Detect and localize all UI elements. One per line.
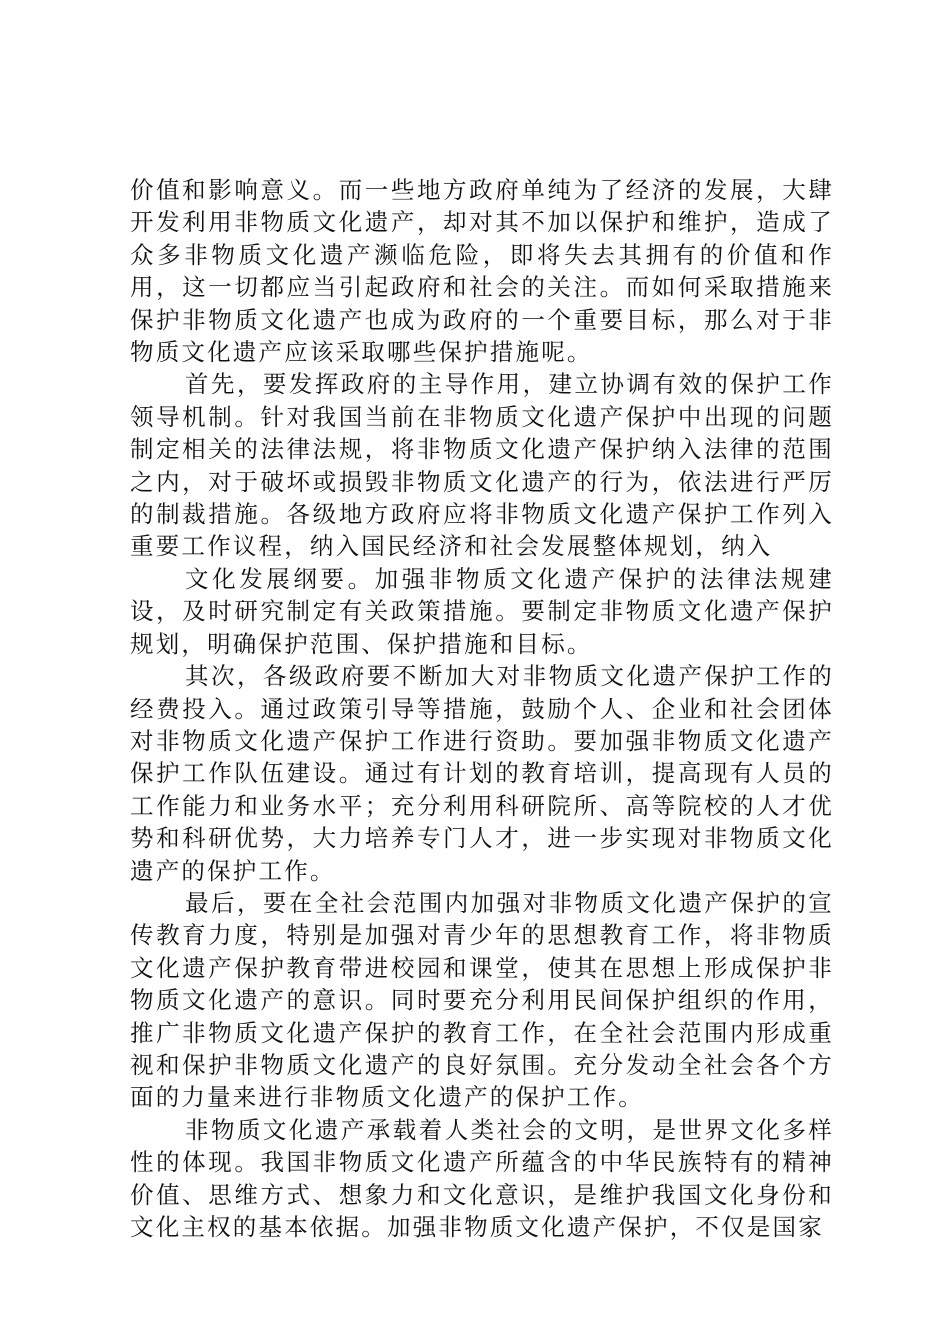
paragraph-4: 其次，各级政府要不断加大对非物质文化遗产保护工作的经费投入。通过政策引导等措施，鼓励个人、企业和社会团体对非物质文化遗产保护工作进行资助。要加强非物质文化遗产保护工作队伍建设。通过有计划的教育培训，提高现有人员的工作能力和业务水平；充分利用科研院所、高等院校的人才优势和科研优势，大力培养专门人才，进一步实现对非物质文化遗产的保护工作。 (130, 662, 834, 885)
paragraph-3: 文化发展纲要。加强非物质文化遗产保护的法律法规建设，及时研究制定有关政策措施。要制定非物质文化遗产保护规划，明确保护范围、保护措施和目标。 (130, 564, 834, 658)
document-body (130, 174, 834, 1243)
paragraph-5: 最后，要在全社会范围内加强对非物质文化遗产保护的宣传教育力度，特别是加强对青少年的思想教育工作，将非物质文化遗产保护教育带进校园和课堂，使其在思想上形成保护非物质文化遗产的意识。同时要充分利用民间保护组织的作用，推广非物质文化遗产保护的教育工作，在全社会范围内形成重视和保护非物质文化遗产的良好氛围。充分发动全社会各个方面的力量来进行非物质文化遗产的保护工作。 (130, 888, 834, 1112)
paragraph-2: 首先，要发挥政府的主导作用，建立协调有效的保护工作领导机制。针对我国当前在非物质文化遗产保护中出现的问题制定相关的法律法规，将非物质文化遗产保护纳入法律的范围之内，对于破坏或损毁非物质文化遗产的行为，依法进行严厉的制裁措施。各级地方政府应将非物质文化遗产保护工作列入重要工作议程，纳入国民经济和社会发展整体规划，纳入 (130, 370, 834, 561)
paragraph-1: 价值和影响意义。而一些地方政府单纯为了经济的发展，大肆开发利用非物质文化遗产，却对其不加以保护和维护，造成了众多非物质文化遗产濒临危险，即将失去其拥有的价值和作用，这一切都应当引起政府和社会的关注。而如何采取措施来保护非物质文化遗产也成为政府的一个重要目标，那么对于非物质文化遗产应该采取哪些保护措施呢。 (130, 176, 834, 367)
paragraph-6: 非物质文化遗产承载着人类社会的文明，是世界文化多样性的体现。我国非物质文化遗产所蕴含的中华民族特有的精神价值、思维方式、想象力和文化意识，是维护我国文化身份和文化主权的基本依据。加强非物质文化遗产保护，不仅是国家 (130, 1115, 834, 1241)
